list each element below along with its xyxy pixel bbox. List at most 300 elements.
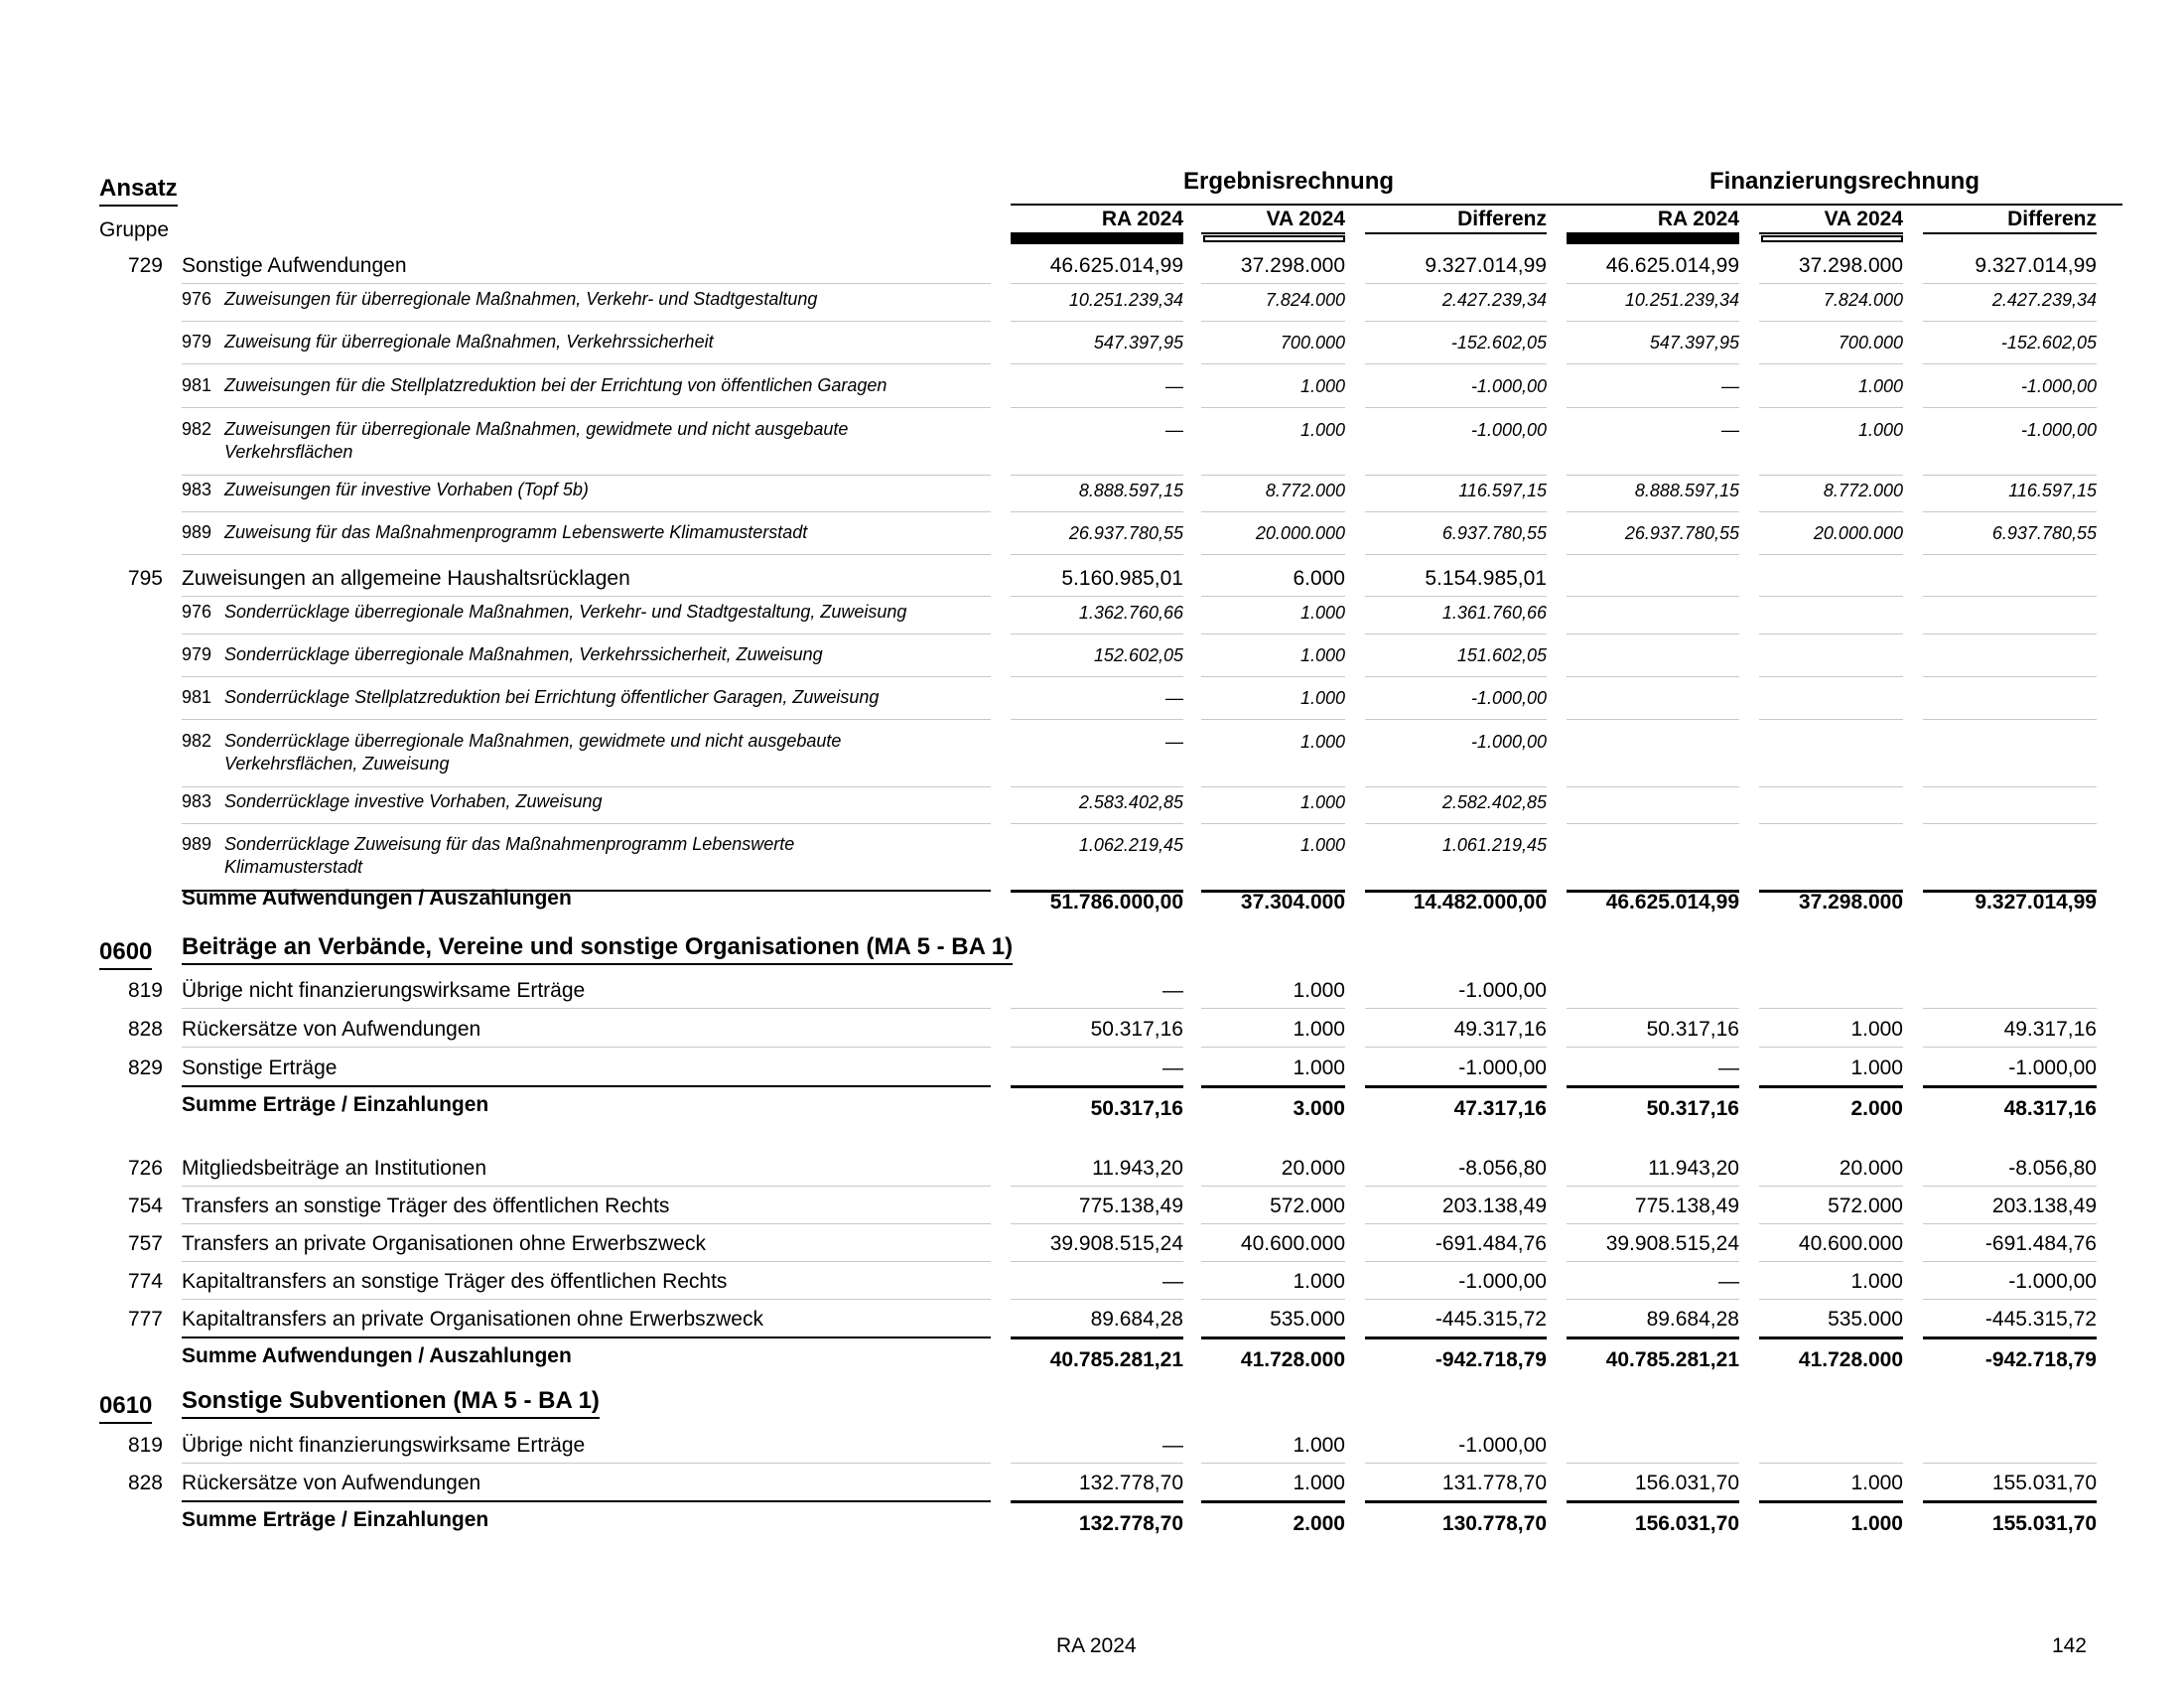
finanz-rule bbox=[1567, 204, 2122, 206]
cell-separator bbox=[1759, 633, 1903, 634]
row-value: — bbox=[1718, 1270, 1739, 1293]
row-value: -1.000,00 bbox=[2020, 420, 2097, 440]
row-text: Kapitaltransfers an private Organisationen ohne Erwerbszweck bbox=[182, 1308, 763, 1331]
cell-separator bbox=[1201, 321, 1345, 322]
row-text: Sonderrücklage überregionale Maßnahmen, gewidmete und nicht ausgebaute bbox=[224, 731, 842, 751]
cell-separator bbox=[1011, 511, 1183, 512]
cell-separator bbox=[1365, 321, 1547, 322]
row-value: 89.684,28 bbox=[1090, 1308, 1183, 1331]
row-value: -1.000,00 bbox=[1458, 1270, 1547, 1293]
cell-separator bbox=[1011, 283, 1183, 284]
row-text: Zuweisungen für überregionale Maßnahmen, Verkehr- und Stadtgestaltung bbox=[224, 289, 818, 309]
ra-marker-finanz bbox=[1567, 234, 1739, 244]
cell-separator bbox=[1759, 719, 1903, 720]
cell-separator bbox=[1201, 786, 1345, 787]
cell-separator bbox=[1923, 1261, 2097, 1262]
row-value: 131.778,70 bbox=[1441, 1472, 1547, 1494]
cell-separator bbox=[1011, 363, 1183, 364]
row-value: 5.154.985,01 bbox=[1425, 567, 1547, 590]
cell-separator bbox=[1365, 1223, 1547, 1224]
cell-separator bbox=[1923, 1223, 2097, 1224]
row-value: 46.625.014,99 bbox=[1605, 891, 1739, 914]
cell-separator bbox=[1011, 1085, 1183, 1088]
row-value: 535.000 bbox=[1828, 1308, 1903, 1331]
cell-separator bbox=[1011, 1299, 1183, 1300]
va-marker-finanz bbox=[1761, 235, 1903, 242]
row-value: 1.000 bbox=[1293, 1056, 1345, 1079]
cell-separator bbox=[1759, 676, 1903, 677]
cell-separator bbox=[1365, 1261, 1547, 1262]
cell-separator bbox=[1759, 1047, 1903, 1048]
row-value: -1.000,00 bbox=[1470, 688, 1547, 708]
cell-separator bbox=[1759, 1186, 1903, 1187]
cell-separator bbox=[1365, 1047, 1547, 1048]
row-separator bbox=[182, 1299, 991, 1300]
cell-separator bbox=[1011, 596, 1183, 597]
gruppe-label: Gruppe bbox=[99, 218, 170, 241]
row-text-continued: Klimamusterstadt bbox=[224, 857, 363, 877]
row-value: 46.625.014,99 bbox=[1605, 254, 1739, 277]
cell-separator bbox=[1011, 1336, 1183, 1339]
row-value: 1.361.760,66 bbox=[1441, 603, 1547, 623]
row-code: 976 bbox=[182, 602, 212, 622]
row-separator bbox=[182, 1008, 991, 1009]
row-code: 981 bbox=[182, 687, 212, 707]
col-differenz-finanz: Differenz bbox=[2007, 208, 2097, 230]
row-value: 572.000 bbox=[1270, 1195, 1345, 1217]
row-value: -942.718,79 bbox=[1984, 1348, 2097, 1371]
cell-separator bbox=[1567, 321, 1739, 322]
cell-separator bbox=[1923, 407, 2097, 408]
row-value: 20.000.000 bbox=[1255, 523, 1345, 543]
cell-separator bbox=[1201, 1500, 1345, 1503]
row-value: 1.000 bbox=[1293, 1472, 1345, 1494]
row-code: 979 bbox=[182, 332, 212, 352]
row-text: Sonderrücklage überregionale Maßnahmen, Verkehrssicherheit, Zuweisung bbox=[224, 644, 823, 664]
cell-separator bbox=[1201, 283, 1345, 284]
row-value: 2.427.239,34 bbox=[1991, 290, 2097, 310]
row-code: 726 bbox=[127, 1157, 163, 1180]
row-code: 982 bbox=[182, 419, 212, 439]
cell-separator bbox=[1011, 554, 1183, 555]
row-value: 2.000 bbox=[1850, 1097, 1903, 1120]
row-separator bbox=[182, 363, 991, 364]
cell-separator bbox=[1759, 475, 1903, 476]
cell-separator bbox=[1011, 1500, 1183, 1503]
row-value: 132.778,70 bbox=[1078, 1472, 1183, 1494]
cell-separator bbox=[1923, 1336, 2097, 1339]
row-code: 819 bbox=[127, 1434, 163, 1457]
cell-separator bbox=[1201, 719, 1345, 720]
row-value: 3.000 bbox=[1293, 1097, 1345, 1120]
row-value: 40.785.281,21 bbox=[1605, 1348, 1739, 1371]
row-text: Sonderrücklage Stellplatzreduktion bei Errichtung öffentlicher Garagen, Zuweisung bbox=[224, 687, 880, 707]
row-value: 156.031,70 bbox=[1634, 1512, 1739, 1535]
va-marker-ergebnis bbox=[1203, 235, 1345, 242]
row-value: 11.943,20 bbox=[1648, 1157, 1739, 1180]
row-value: 1.362.760,66 bbox=[1078, 603, 1183, 623]
row-code: 981 bbox=[182, 375, 212, 395]
row-value: 1.000 bbox=[1299, 376, 1345, 396]
cell-separator bbox=[1011, 1008, 1183, 1009]
row-code: 983 bbox=[182, 791, 212, 811]
row-value: 40.600.000 bbox=[1240, 1232, 1345, 1255]
row-code: 828 bbox=[127, 1472, 163, 1494]
cell-separator bbox=[1201, 407, 1345, 408]
row-value: -8.056,80 bbox=[1458, 1157, 1547, 1180]
row-value: — bbox=[1162, 979, 1183, 1002]
row-separator bbox=[182, 1186, 991, 1187]
row-code: 795 bbox=[127, 567, 163, 590]
row-value: 37.298.000 bbox=[1798, 891, 1903, 914]
cell-separator bbox=[1011, 1463, 1183, 1464]
cell-separator bbox=[1567, 475, 1739, 476]
row-text: Zuweisungen für überregionale Maßnahmen, gewidmete und nicht ausgebaute bbox=[224, 419, 849, 439]
cell-separator bbox=[1759, 1223, 1903, 1224]
cell-separator bbox=[1759, 1299, 1903, 1300]
row-text: Zuweisung für überregionale Maßnahmen, Verkehrssicherheit bbox=[224, 332, 714, 352]
row-value: 1.000 bbox=[1299, 835, 1345, 855]
cell-separator bbox=[1923, 786, 2097, 787]
cell-separator bbox=[1923, 554, 2097, 555]
cell-separator bbox=[1011, 823, 1183, 824]
row-value: -1.000,00 bbox=[1470, 732, 1547, 752]
row-value: 535.000 bbox=[1270, 1308, 1345, 1331]
row-separator bbox=[182, 823, 991, 824]
row-value: -1.000,00 bbox=[2008, 1270, 2097, 1293]
cell-separator bbox=[1567, 1085, 1739, 1088]
row-value: 1.000 bbox=[1293, 1018, 1345, 1041]
col-va-2024-finanz: VA 2024 bbox=[1824, 208, 1903, 230]
rule-diff-f bbox=[1923, 232, 2097, 234]
cell-separator bbox=[1201, 1223, 1345, 1224]
row-value: 1.000 bbox=[1299, 792, 1345, 812]
row-text: Zuweisung für das Maßnahmenprogramm Lebenswerte Klimamusterstadt bbox=[224, 522, 808, 542]
row-text: Sonderrücklage überregionale Maßnahmen, Verkehr- und Stadtgestaltung, Zuweisung bbox=[224, 602, 907, 622]
row-value: 8.888.597,15 bbox=[1634, 481, 1739, 500]
cell-separator bbox=[1567, 363, 1739, 364]
cell-separator bbox=[1201, 823, 1345, 824]
row-value: 547.397,95 bbox=[1649, 333, 1739, 352]
row-value: 50.317,16 bbox=[1090, 1018, 1183, 1041]
row-separator bbox=[182, 719, 991, 720]
cell-separator bbox=[1201, 1047, 1345, 1048]
cell-separator bbox=[1365, 1299, 1547, 1300]
row-value: -445.315,72 bbox=[1434, 1308, 1547, 1331]
row-separator bbox=[182, 596, 991, 597]
row-value: 20.000.000 bbox=[1813, 523, 1903, 543]
row-value: — bbox=[1162, 1270, 1183, 1293]
cell-separator bbox=[1567, 1186, 1739, 1187]
row-separator bbox=[182, 321, 991, 322]
cell-separator bbox=[1923, 321, 2097, 322]
cell-separator bbox=[1011, 321, 1183, 322]
row-text: Transfers an private Organisationen ohne Erwerbszweck bbox=[182, 1232, 706, 1255]
cell-separator bbox=[1923, 1299, 2097, 1300]
cell-separator bbox=[1759, 1261, 1903, 1262]
row-separator bbox=[182, 283, 991, 284]
row-value: 1.000 bbox=[1293, 1434, 1345, 1457]
row-value: -1.000,00 bbox=[2020, 376, 2097, 396]
cell-separator bbox=[1923, 719, 2097, 720]
row-value: 6.000 bbox=[1293, 567, 1345, 590]
cell-separator bbox=[1365, 1463, 1547, 1464]
row-value: -152.602,05 bbox=[2000, 333, 2097, 352]
row-value: 46.625.014,99 bbox=[1049, 254, 1183, 277]
row-value: -942.718,79 bbox=[1434, 1348, 1547, 1371]
cell-separator bbox=[1759, 1500, 1903, 1503]
row-value: 26.937.780,55 bbox=[1068, 523, 1183, 543]
cell-separator bbox=[1201, 633, 1345, 634]
row-text: Rückersätze von Aufwendungen bbox=[182, 1018, 481, 1041]
ergebnis-rule bbox=[1011, 204, 1567, 206]
row-value: -1.000,00 bbox=[1470, 376, 1547, 396]
cell-separator bbox=[1011, 1261, 1183, 1262]
row-value: — bbox=[1165, 688, 1183, 708]
row-value: 37.304.000 bbox=[1240, 891, 1345, 914]
col-va-2024-ergebnis: VA 2024 bbox=[1266, 208, 1345, 230]
cell-separator bbox=[1201, 511, 1345, 512]
row-value: 1.000 bbox=[1857, 420, 1903, 440]
cell-separator bbox=[1759, 1085, 1903, 1088]
row-value: 775.138,49 bbox=[1078, 1195, 1183, 1217]
row-value: 7.824.000 bbox=[1823, 290, 1903, 310]
rule-va-f bbox=[1759, 232, 1903, 234]
row-code: 982 bbox=[182, 731, 212, 751]
cell-separator bbox=[1567, 407, 1739, 408]
cell-separator bbox=[1923, 1500, 2097, 1503]
row-value: 20.000 bbox=[1839, 1157, 1903, 1180]
row-value: 37.298.000 bbox=[1798, 254, 1903, 277]
row-value: 7.824.000 bbox=[1265, 290, 1345, 310]
section-code: 0600 bbox=[99, 938, 152, 970]
cell-separator bbox=[1567, 596, 1739, 597]
row-value: 1.000 bbox=[1299, 688, 1345, 708]
cell-separator bbox=[1923, 1186, 2097, 1187]
row-separator bbox=[182, 633, 991, 634]
cell-separator bbox=[1201, 676, 1345, 677]
cell-separator bbox=[1759, 823, 1903, 824]
cell-separator bbox=[1759, 511, 1903, 512]
cell-separator bbox=[1923, 1047, 2097, 1048]
row-value: 1.000 bbox=[1293, 979, 1345, 1002]
row-value: — bbox=[1718, 1056, 1739, 1079]
row-code: 777 bbox=[127, 1308, 163, 1331]
row-text: Sonstige Erträge bbox=[182, 1056, 338, 1079]
footer-label: RA 2024 bbox=[1056, 1634, 1137, 1657]
cell-separator bbox=[1567, 1223, 1739, 1224]
cell-separator bbox=[1759, 1463, 1903, 1464]
row-value: 10.251.239,34 bbox=[1068, 290, 1183, 310]
rule-diff-e bbox=[1365, 232, 1547, 234]
cell-separator bbox=[1923, 1008, 2097, 1009]
row-value: -1.000,00 bbox=[1458, 1434, 1547, 1457]
row-value: 572.000 bbox=[1828, 1195, 1903, 1217]
row-value: 116.597,15 bbox=[1458, 481, 1547, 500]
row-value: 1.000 bbox=[1850, 1018, 1903, 1041]
cell-separator bbox=[1201, 596, 1345, 597]
cell-separator bbox=[1923, 283, 2097, 284]
cell-separator bbox=[1365, 633, 1547, 634]
row-value: 203.138,49 bbox=[1441, 1195, 1547, 1217]
row-text-continued: Verkehrsflächen, Zuweisung bbox=[224, 754, 450, 774]
cell-separator bbox=[1365, 1500, 1547, 1503]
cell-separator bbox=[1011, 1223, 1183, 1224]
cell-separator bbox=[1567, 786, 1739, 787]
row-value: 41.728.000 bbox=[1798, 1348, 1903, 1371]
row-value: 37.298.000 bbox=[1240, 254, 1345, 277]
cell-separator bbox=[1923, 633, 2097, 634]
cell-separator bbox=[1567, 1008, 1739, 1009]
section-title: Beiträge an Verbände, Vereine und sonstige Organisationen (MA 5 - BA 1) bbox=[182, 933, 1013, 965]
cell-separator bbox=[1567, 554, 1739, 555]
cell-separator bbox=[1201, 554, 1345, 555]
row-text: Übrige nicht finanzierungswirksame Erträge bbox=[182, 979, 586, 1002]
row-code: 976 bbox=[182, 289, 212, 309]
cell-separator bbox=[1759, 283, 1903, 284]
row-separator bbox=[182, 1261, 991, 1262]
cell-separator bbox=[1567, 283, 1739, 284]
cell-separator bbox=[1923, 676, 2097, 677]
row-text: Zuweisungen für die Stellplatzreduktion bei der Errichtung von öffentlichen Garagen bbox=[224, 375, 887, 395]
cell-separator bbox=[1923, 823, 2097, 824]
cell-separator bbox=[1567, 1261, 1739, 1262]
cell-separator bbox=[1567, 823, 1739, 824]
row-value: 49.317,16 bbox=[2003, 1018, 2097, 1041]
cell-separator bbox=[1011, 719, 1183, 720]
cell-separator bbox=[1365, 511, 1547, 512]
cell-separator bbox=[1567, 719, 1739, 720]
row-text: Zuweisungen an allgemeine Haushaltsrücklagen bbox=[182, 567, 630, 590]
row-text: Summe Aufwendungen / Auszahlungen bbox=[182, 1344, 572, 1367]
cell-separator bbox=[1365, 823, 1547, 824]
cell-separator bbox=[1365, 1336, 1547, 1339]
row-value: 8.888.597,15 bbox=[1078, 481, 1183, 500]
rule-va-e bbox=[1201, 232, 1345, 234]
cell-separator bbox=[1201, 475, 1345, 476]
row-value: 2.000 bbox=[1293, 1512, 1345, 1535]
ra-marker-ergebnis bbox=[1011, 234, 1183, 244]
row-value: 11.943,20 bbox=[1092, 1157, 1183, 1180]
row-value: -1.000,00 bbox=[1470, 420, 1547, 440]
row-value: 1.000 bbox=[1299, 732, 1345, 752]
cell-separator bbox=[1011, 786, 1183, 787]
cell-separator bbox=[1365, 283, 1547, 284]
row-value: — bbox=[1162, 1056, 1183, 1079]
cell-separator bbox=[1567, 511, 1739, 512]
finanzierungsrechnung-heading: Finanzierungsrechnung bbox=[1708, 168, 1979, 195]
row-value: 40.600.000 bbox=[1798, 1232, 1903, 1255]
cell-separator bbox=[1201, 1008, 1345, 1009]
row-value: 1.000 bbox=[1299, 645, 1345, 665]
row-value: 775.138,49 bbox=[1634, 1195, 1739, 1217]
row-value: 41.728.000 bbox=[1240, 1348, 1345, 1371]
row-value: 20.000 bbox=[1281, 1157, 1345, 1180]
row-text: Rückersätze von Aufwendungen bbox=[182, 1472, 481, 1494]
row-value: 156.031,70 bbox=[1634, 1472, 1739, 1494]
row-value: -445.315,72 bbox=[1984, 1308, 2097, 1331]
row-value: 155.031,70 bbox=[1991, 1512, 2097, 1535]
row-value: -8.056,80 bbox=[2008, 1157, 2097, 1180]
row-value: 47.317,16 bbox=[1453, 1097, 1547, 1120]
cell-separator bbox=[1011, 676, 1183, 677]
row-value: 10.251.239,34 bbox=[1624, 290, 1739, 310]
row-value: 1.000 bbox=[1850, 1270, 1903, 1293]
cell-separator bbox=[1201, 1261, 1345, 1262]
cell-separator bbox=[1759, 786, 1903, 787]
cell-separator bbox=[1011, 1047, 1183, 1048]
row-code: 757 bbox=[127, 1232, 163, 1255]
row-text: Summe Aufwendungen / Auszahlungen bbox=[182, 887, 572, 910]
row-value: 1.000 bbox=[1299, 603, 1345, 623]
row-separator bbox=[182, 1500, 991, 1502]
row-value: 6.937.780,55 bbox=[1441, 523, 1547, 543]
cell-separator bbox=[1365, 363, 1547, 364]
cell-separator bbox=[1567, 1336, 1739, 1339]
row-text: Sonderrücklage Zuweisung für das Maßnahmenprogramm Lebenswerte bbox=[224, 834, 795, 854]
cell-separator bbox=[1567, 1500, 1739, 1503]
cell-separator bbox=[1759, 321, 1903, 322]
cell-separator bbox=[1923, 475, 2097, 476]
row-value: 1.000 bbox=[1850, 1472, 1903, 1494]
row-code: 979 bbox=[182, 644, 212, 664]
row-value: 48.317,16 bbox=[2003, 1097, 2097, 1120]
row-code: 774 bbox=[127, 1270, 163, 1293]
row-value: 1.000 bbox=[1850, 1056, 1903, 1079]
cell-separator bbox=[1567, 633, 1739, 634]
row-value: 50.317,16 bbox=[1090, 1097, 1183, 1120]
row-separator bbox=[182, 1047, 991, 1048]
row-value: 14.482.000,00 bbox=[1413, 891, 1547, 914]
cell-separator bbox=[1759, 1008, 1903, 1009]
row-separator bbox=[182, 676, 991, 677]
cell-separator bbox=[1923, 1085, 2097, 1088]
cell-separator bbox=[1365, 1008, 1547, 1009]
row-value: -152.602,05 bbox=[1450, 333, 1547, 352]
cell-separator bbox=[1923, 363, 2097, 364]
row-separator bbox=[182, 511, 991, 512]
row-text: Kapitaltransfers an sonstige Träger des öffentlichen Rechts bbox=[182, 1270, 728, 1293]
row-value: -691.484,76 bbox=[1984, 1232, 2097, 1255]
cell-separator bbox=[1567, 1299, 1739, 1300]
row-code: 729 bbox=[127, 254, 163, 277]
cell-separator bbox=[1759, 554, 1903, 555]
row-text: Zuweisungen für investive Vorhaben (Topf 5b) bbox=[224, 480, 589, 499]
row-code: 754 bbox=[127, 1195, 163, 1217]
row-value: 40.785.281,21 bbox=[1049, 1348, 1183, 1371]
row-value: 51.786.000,00 bbox=[1049, 891, 1183, 914]
row-code: 829 bbox=[127, 1056, 163, 1079]
row-value: 2.583.402,85 bbox=[1078, 792, 1183, 812]
row-value: 151.602,05 bbox=[1456, 645, 1547, 665]
col-differenz-ergebnis: Differenz bbox=[1457, 208, 1547, 230]
cell-separator bbox=[1923, 511, 2097, 512]
cell-separator bbox=[1201, 363, 1345, 364]
cell-separator bbox=[1201, 1299, 1345, 1300]
row-code: 828 bbox=[127, 1018, 163, 1041]
row-separator bbox=[182, 407, 991, 408]
row-value: 700.000 bbox=[1280, 333, 1345, 352]
row-value: 2.582.402,85 bbox=[1441, 792, 1547, 812]
row-code: 819 bbox=[127, 979, 163, 1002]
row-value: — bbox=[1165, 376, 1183, 396]
row-separator bbox=[182, 1336, 991, 1338]
ergebnisrechnung-heading: Ergebnisrechnung bbox=[1182, 168, 1395, 195]
cell-separator bbox=[1365, 719, 1547, 720]
cell-separator bbox=[1365, 407, 1547, 408]
cell-separator bbox=[1201, 1085, 1345, 1088]
row-value: 116.597,15 bbox=[2008, 481, 2097, 500]
